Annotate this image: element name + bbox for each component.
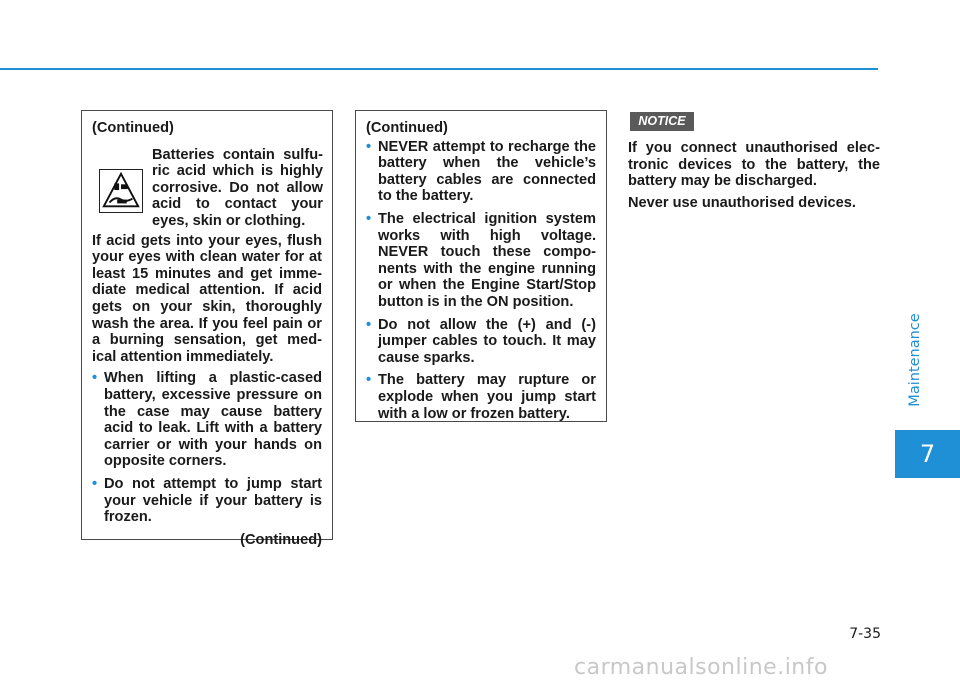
bullet-dot: • — [366, 138, 372, 155]
list-item: • The battery may rupture or explode when you jump start with a low or frozen battery. — [366, 372, 596, 422]
watermark: carmanualsonline.info — [574, 655, 828, 680]
section-label: Maintenance — [907, 313, 923, 407]
continued-footer: (Continued) — [240, 531, 322, 548]
bullet-dot: • — [366, 372, 372, 389]
notice-badge: NOTICE — [630, 112, 694, 131]
acid-warning-icon — [99, 169, 143, 213]
warning-box-left — [81, 110, 333, 548]
list-item: • Do not attempt to jump start your vehicle if your battery is frozen. — [92, 475, 322, 526]
list-item: • Do not allow the (+) and (-) jumper cables to touch. It may cause sparks. — [366, 316, 596, 366]
header-rule — [0, 68, 878, 70]
list-item: • NEVER attempt to recharge the battery when the vehicle’s battery cables are connected to the battery. — [366, 138, 596, 205]
notice-section — [628, 140, 880, 216]
acid-first-aid-paragraph: If acid gets into your eyes, flush your eyes with clean water for at least 15 minutes and get imme-diate medical attention. If acid gets on your skin, thoroughly wash the area. If you feel pain or a burning sensation, get med-ical attention immediately. — [92, 232, 322, 365]
notice-paragraph: If you connect unauthorised elec-tronic devices to the battery, the battery may be discharged. — [628, 140, 880, 190]
bullet-dot: • — [92, 370, 98, 387]
acid-warning-block — [92, 139, 322, 227]
chapter-tab: 7 — [895, 430, 960, 478]
list-item: • When lifting a plastic-cased battery, excessive pressure on the case may cause battery acid to leak. Lift with a battery carrier or with your hands on opposite corners. — [92, 370, 322, 470]
bullet-dot: • — [366, 210, 372, 227]
list-item: • The electrical ignition system works with high voltage. NEVER touch these compo-nents with the engine running or when the Engine Start/Stop button is in the ON position. — [366, 210, 596, 310]
bullet-dot: • — [92, 475, 98, 492]
left-bullet-list — [92, 370, 322, 525]
continued-header: (Continued) — [92, 120, 174, 136]
page-number: 7-35 — [849, 626, 881, 642]
warning-box-middle — [355, 110, 607, 422]
continued-header: (Continued) — [366, 120, 448, 136]
bullet-dot: • — [366, 316, 372, 333]
acid-warning-text: Batteries contain sulfu-ric acid which is highly corrosive. Do not allow acid to contact your eyes, skin or clothing. — [152, 146, 323, 229]
middle-bullet-list — [366, 139, 596, 423]
notice-paragraph: Never use unauthorised devices. — [628, 194, 856, 211]
